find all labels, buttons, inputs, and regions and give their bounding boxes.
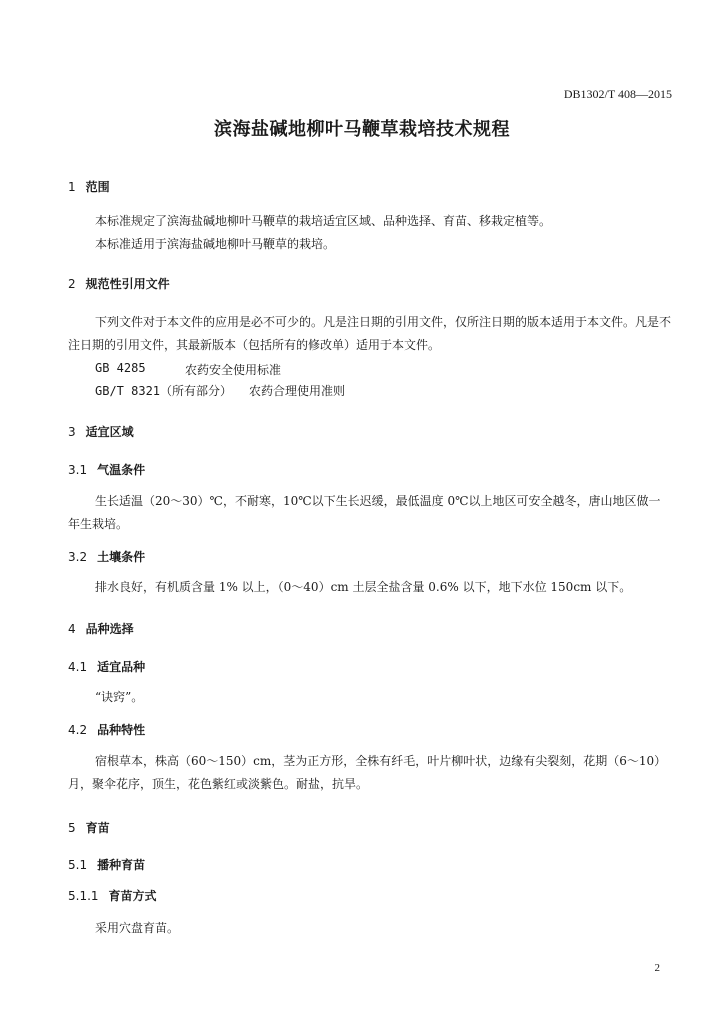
section-title: 适宜区域	[85, 425, 134, 439]
section-number: 5	[68, 821, 76, 835]
section-number: 5.1	[68, 858, 88, 872]
section-2-heading	[68, 275, 170, 292]
reference-row	[95, 361, 282, 377]
section-5-heading	[68, 819, 110, 836]
section-title: 育苗	[85, 821, 110, 835]
section-number: 3.1	[68, 463, 88, 477]
section-3-heading	[68, 423, 134, 440]
reference-name: 农药安全使用标准	[185, 363, 282, 377]
paragraph: 生长适温（20～30）℃，不耐寒，10℃以下生长迟缓，最低温度 0℃以上地区可安全越冬，唐山地区做一年生栽培。	[68, 494, 661, 531]
section-number: 3	[68, 425, 76, 439]
section-title: 土壤条件	[97, 550, 146, 564]
section-number: 4.1	[68, 660, 88, 674]
doc-code: DB1302/T 408—2015	[563, 87, 672, 101]
section-number: 4.2	[68, 723, 88, 737]
section-number: 5.1.1	[68, 889, 99, 903]
paragraph: 下列文件对于本文件的应用是必不可少的。凡是注日期的引用文件，仅所注日期的版本适用于本文件。凡是不注日期的引用文件，其最新版本（包括所有的修改单）适用于本文件。	[68, 315, 672, 352]
section-4-1-heading	[68, 658, 145, 675]
paragraph: 宿根草本，株高（60～150）cm，茎为正方形，全株有纤毛，叶片柳叶状，边缘有尖裂刻，花期（6～10）月，聚伞花序，顶生，花色紫红或淡紫色。耐盐，抗旱。	[68, 754, 667, 791]
section-number: 4	[68, 622, 76, 636]
section-4-heading	[68, 620, 134, 637]
reference-code: GB 4285	[95, 361, 146, 375]
section-title: 气温条件	[97, 463, 146, 477]
paragraph: 采用穴盘育苗。	[95, 921, 180, 935]
section-number: 2	[68, 277, 76, 291]
section-title: 适宜品种	[97, 660, 146, 674]
document-title: 滨海盐碱地柳叶马鞭草栽培技术规程	[214, 119, 510, 140]
section-number: 3.2	[68, 550, 88, 564]
section-title: 规范性引用文件	[85, 277, 170, 291]
section-title: 品种特性	[97, 723, 146, 737]
reference-code: GB/T 8321（所有部分）	[95, 384, 233, 398]
reference-row	[95, 382, 346, 399]
page-number: 2	[654, 962, 660, 974]
section-number: 1	[68, 180, 76, 194]
section-title: 育苗方式	[108, 889, 157, 903]
section-title: 品种选择	[85, 622, 134, 636]
paragraph: 本标准规定了滨海盐碱地柳叶马鞭草的栽培适宜区域、品种选择、育苗、移栽定植等。	[95, 214, 552, 228]
paragraph: “诀窍”。	[95, 690, 144, 704]
section-3-2-heading	[68, 548, 145, 565]
section-title: 范围	[85, 180, 110, 194]
section-5-1-heading	[68, 856, 145, 873]
section-title: 播种育苗	[97, 858, 146, 872]
section-3-1-heading	[68, 461, 145, 478]
section-4-2-heading	[68, 721, 145, 738]
section-5-1-1-heading	[68, 887, 157, 904]
section-1-heading	[68, 178, 110, 195]
reference-name: 农药合理使用准则	[249, 384, 346, 398]
paragraph: 排水良好，有机质含量 1% 以上，（0～40）cm 土层全盐含量 0.6% 以下，地下水位 150cm 以下。	[95, 580, 632, 594]
paragraph: 本标准适用于滨海盐碱地柳叶马鞭草的栽培。	[95, 237, 336, 251]
